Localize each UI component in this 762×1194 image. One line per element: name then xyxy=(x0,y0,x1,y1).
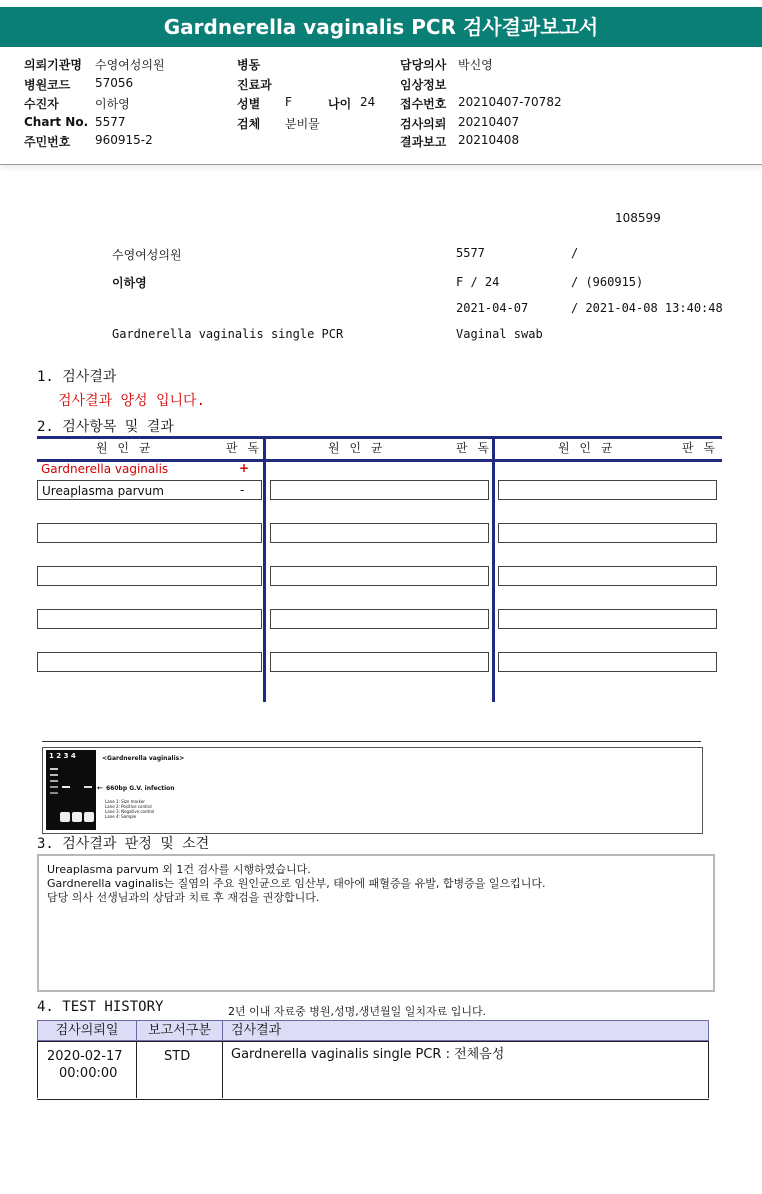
col1-organism-header: 원 인 균 xyxy=(96,441,154,455)
history-header-type: 보고서구분 xyxy=(136,1020,223,1041)
info-clinic: 수영여성의원 xyxy=(112,248,182,262)
department-label: 진료과 xyxy=(237,78,272,92)
result-cell xyxy=(270,652,489,672)
resident-value: 960915-2 xyxy=(95,133,153,147)
info-birth: / (960915) xyxy=(571,275,644,289)
hospital-code-label: 병원코드 xyxy=(24,78,71,92)
chart-label: Chart No. xyxy=(24,115,89,129)
hospital-code-value: 57056 xyxy=(95,76,134,90)
section4-title: 4. TEST HISTORY xyxy=(37,999,164,1015)
col1-result-header: 판 독 xyxy=(226,441,262,455)
info-patient: 이하영 xyxy=(112,276,147,290)
age-value: 24 xyxy=(360,95,376,109)
result-cell xyxy=(270,609,489,629)
sex-label: 성별 xyxy=(237,97,261,111)
section3-title: 3. 검사결과 판정 및 소견 xyxy=(37,836,210,852)
info-sex-age: F / 24 xyxy=(456,275,500,289)
institution-value: 수영여성의원 xyxy=(95,58,165,72)
findings-line: Ureaplasma parvum 외 1건 검사를 시행하였습니다. xyxy=(47,863,311,876)
patient-value: 이하영 xyxy=(95,97,130,111)
section2-title: 2. 검사항목 및 결과 xyxy=(37,419,174,435)
info-date2: / 2021-04-08 13:40:48 xyxy=(571,301,723,315)
report-title: Gardnerella vaginalis PCR 검사결과보고서 xyxy=(0,7,762,47)
chart-value: 5577 xyxy=(95,115,126,129)
col2-organism-header: 원 인 균 xyxy=(328,441,386,455)
report-date-label: 결과보고 xyxy=(400,135,447,149)
gel-legend: Lane 3: Negative control xyxy=(105,809,155,814)
history-header-result: 검사결과 xyxy=(222,1020,709,1041)
specimen-value: 분비물 xyxy=(285,117,320,131)
result-cell xyxy=(498,609,717,629)
doctor-label: 담당의사 xyxy=(400,58,447,72)
organism-result: - xyxy=(240,483,245,497)
info-test-name: Gardnerella vaginalis single PCR xyxy=(112,327,344,341)
result-cell xyxy=(498,523,717,543)
gel-legend: Lane 2: Positive control xyxy=(105,804,152,809)
clinical-label: 임상정보 xyxy=(400,78,447,92)
report-date-value: 20210408 xyxy=(458,133,520,147)
column-divider xyxy=(492,436,495,702)
report-code: 108599 xyxy=(615,211,661,225)
col3-organism-header: 원 인 균 xyxy=(558,441,616,455)
info-sample: Vaginal swab xyxy=(456,327,543,341)
gel-legend: Lane 4: Sample xyxy=(105,814,137,819)
findings-line: 담당 의사 선생님과의 상담과 치료 후 재검을 권장합니다. xyxy=(47,891,320,904)
history-time: 00:00:00 xyxy=(59,1066,118,1081)
history-result: Gardnerella vaginalis single PCR : 전체음성 xyxy=(231,1047,505,1062)
column-divider xyxy=(263,436,266,702)
ward-label: 병동 xyxy=(237,58,261,72)
result-cell xyxy=(498,566,717,586)
doctor-value: 박신영 xyxy=(458,58,493,72)
history-type: STD xyxy=(164,1049,191,1064)
institution-label: 의뢰기관명 xyxy=(24,58,82,72)
findings-line: Gardnerella vaginalis는 질염의 주요 원인균으로 임산부, 태아에 패혈증을 유발, 합병증을 일으킵니다. xyxy=(47,877,546,890)
organism-name: Gardnerella vaginalis xyxy=(41,462,169,476)
info-slash: / xyxy=(571,246,579,260)
request-label: 검사의뢰 xyxy=(400,117,447,131)
info-chart: 5577 xyxy=(456,246,485,260)
result-cell xyxy=(498,480,717,500)
receipt-label: 접수번호 xyxy=(400,97,447,111)
gel-electrophoresis-image xyxy=(46,750,96,830)
gel-band-arrow: ← xyxy=(97,784,103,792)
resident-label: 주민번호 xyxy=(24,135,71,149)
specimen-label: 검체 xyxy=(237,117,261,131)
result-cell xyxy=(270,566,489,586)
info-date1: 2021-04-07 xyxy=(456,301,529,315)
col3-result-header: 판 독 xyxy=(682,441,718,455)
result-cell xyxy=(498,652,717,672)
history-header-date: 검사의뢰일 xyxy=(37,1020,137,1041)
section1-title: 1. 검사결과 xyxy=(37,369,117,385)
gel-title: <Gardnerella vaginalis> xyxy=(102,755,185,762)
age-label: 나이 xyxy=(328,97,352,111)
gel-legend: Lane 1: Size marker xyxy=(105,799,145,804)
result-cell xyxy=(37,652,262,672)
gel-band-label: 660bp G.V. infection xyxy=(106,785,175,792)
result-cell xyxy=(270,523,489,543)
patient-label: 수진자 xyxy=(24,97,59,111)
result-cell xyxy=(37,566,262,586)
result-cell xyxy=(37,523,262,543)
result-cell xyxy=(37,609,262,629)
request-value: 20210407 xyxy=(458,115,520,129)
organism-result: + xyxy=(239,461,250,475)
history-note: 2년 이내 자료중 병원,성명,생년월일 일치자료 입니다. xyxy=(228,1005,487,1018)
organism-name: Ureaplasma parvum xyxy=(42,484,164,498)
gel-lane-numbers: 1 2 3 4 xyxy=(49,752,76,760)
history-date: 2020-02-17 xyxy=(47,1049,123,1064)
gel-top-rule xyxy=(42,741,701,742)
result-summary: 검사결과 양성 입니다. xyxy=(58,393,206,409)
result-cell xyxy=(270,480,489,500)
sex-value: F xyxy=(285,95,292,109)
col2-result-header: 판 독 xyxy=(456,441,492,455)
receipt-value: 20210407-70782 xyxy=(458,95,562,109)
